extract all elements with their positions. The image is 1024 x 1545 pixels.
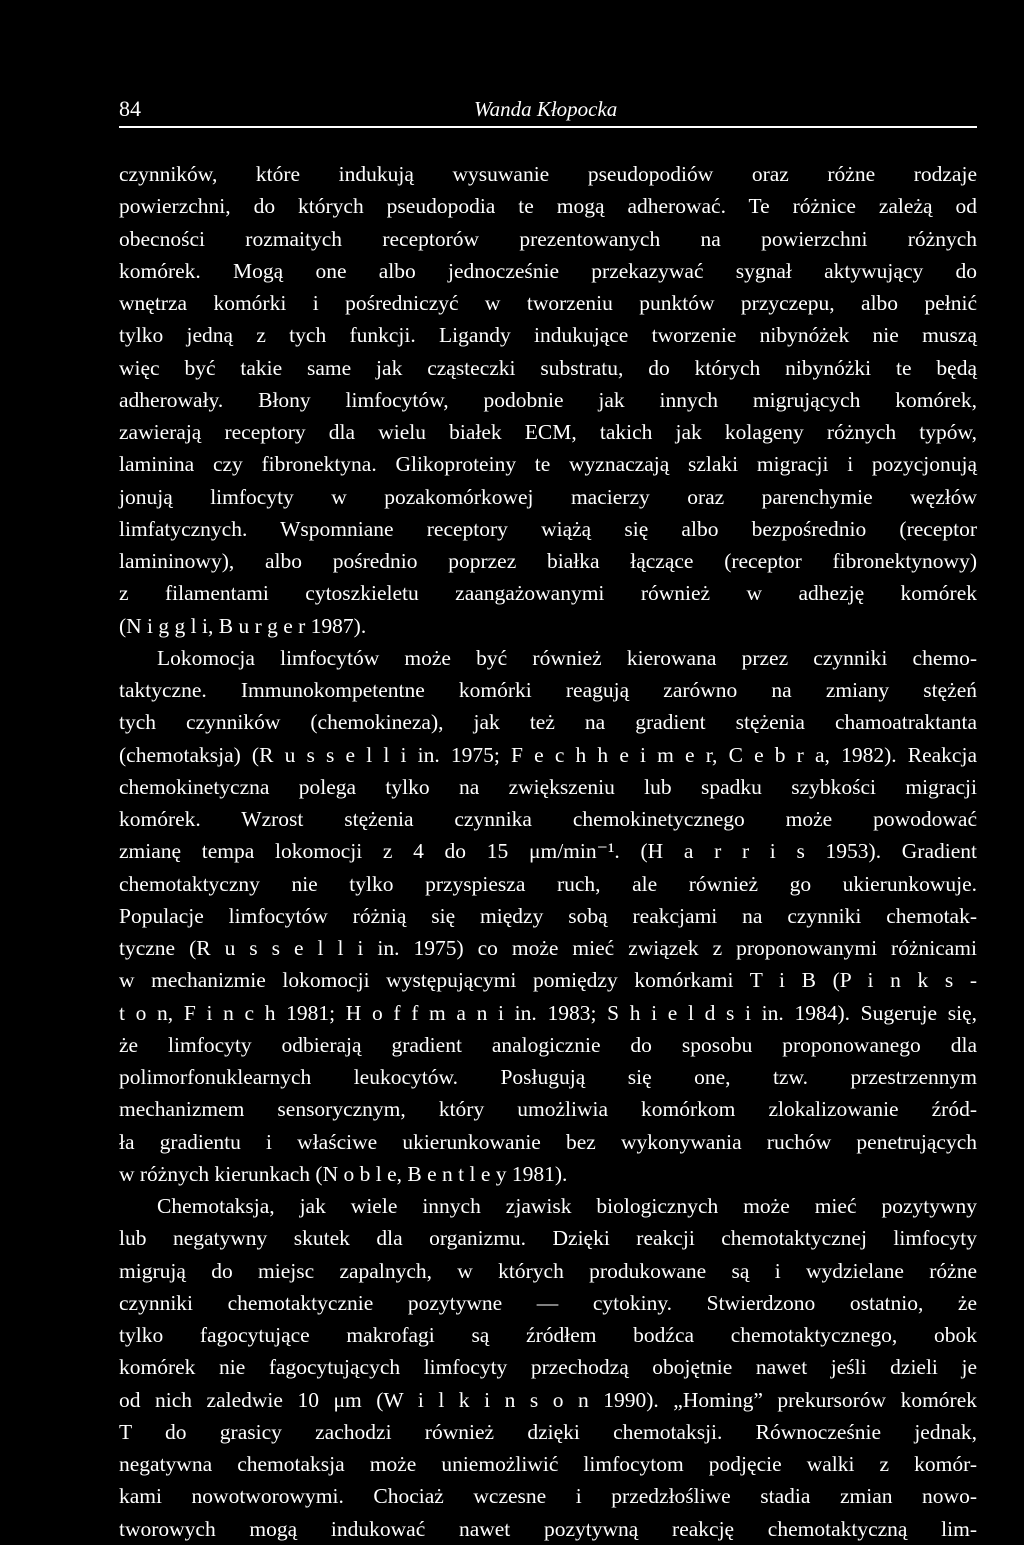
text-line: jonują limfocyty w pozakomórkowej macierzy oraz parenchymie węzłów [119, 484, 977, 509]
text-line: komórek. Mogą one albo jednocześnie przekazywać sygnał aktywujący do [119, 258, 977, 283]
header-rule [119, 126, 977, 128]
text-line: t o n, F i n c h 1981; H o f f m a n i in. 1983; S h i e l d s i in. 1984). Sugeruje się, [119, 1000, 977, 1025]
text-line: wnętrza komórki i pośredniczyć w tworzeniu punktów przyczepu, albo pełnić [119, 291, 977, 315]
text-line: taktyczne. Immunokompetentne komórki reagują zarówno na zmiany stężeń [119, 678, 977, 702]
text-line: w mechanizmie lokomocji występującymi pomiędzy komórkami T i B (P i n k s - [119, 968, 977, 993]
text-line: zawierają receptory dla wielu białek ECM, takich jak kolageny różnych typów, [119, 420, 977, 444]
text-line: tych czynników (chemokineza), jak też na gradient stężenia chamoatraktanta [119, 710, 977, 735]
text-line: zmianę tempa lokomocji z 4 do 15 μm/min⁻¹. (H a r r i s 1953). Gradient [119, 839, 977, 864]
text-line: komórek. Wzrost stężenia czynnika chemokinetycznego może powodować [119, 807, 977, 831]
text-line: lamininowy), albo pośrednio poprzez białka łączące (receptor fibronektynowy) [119, 549, 977, 573]
text-line: powierzchni, do których pseudopodia te mogą adherować. Te różnice zależą od [119, 194, 977, 219]
text-line: ła gradientu i właściwe ukierunkowanie bez wykonywania ruchów penetrujących [119, 1129, 977, 1154]
body-text [119, 158, 977, 1545]
text-line: limfatycznych. Wspomniane receptory wiążą się albo bezpośrednio (receptor [119, 516, 977, 541]
text-line: (chemotaksja) (R u s s e l l i in. 1975; F e c h h e i m e r, C e b r a, 1982). Reakcja [119, 742, 977, 767]
text-line: migrują do miejsc zapalnych, w których produkowane są i wydzielane różne [119, 1258, 977, 1283]
text-line: tylko fagocytujące makrofagi są źródłem bodźca chemotaktycznego, obok [119, 1323, 977, 1347]
text-line: w różnych kierunkach (N o b l e, B e n t l e y 1981). [119, 1161, 568, 1186]
text-line: kami nowotworowymi. Chociaż wczesne i przedzłośliwe stadia zmian nowo- [119, 1484, 977, 1509]
text-line: więc być takie same jak cząsteczki substratu, do których nibynóżki te będą [119, 355, 977, 380]
text-line: tyczne (R u s s e l l i in. 1975) co może mieć związek z proponowanymi różnicami [119, 936, 977, 960]
text-line: T do grasicy zachodzi również dzięki chemotaksji. Równocześnie jednak, [119, 1419, 977, 1444]
text-line: polimorfonuklearnych leukocytów. Posługują się one, tzw. przestrzennym [119, 1065, 977, 1089]
text-line: obecności rozmaitych receptorów prezentowanych na powierzchni różnych [119, 226, 977, 251]
text-line: że limfocyty odbierają gradient analogicznie do sposobu proponowanego dla [119, 1032, 977, 1057]
text-line: (N i g g l i, B u r g e r 1987). [119, 613, 367, 638]
text-line: Populacje limfocytów różnią się między sobą reakcjami na czynniki chemotak- [119, 903, 977, 928]
text-line: mechanizmem sensorycznym, który umożliwia komórkom zlokalizowanie źród- [119, 1097, 977, 1122]
text-line: negatywna chemotaksja może uniemożliwić limfocytom podjęcie walki z komór- [119, 1452, 977, 1476]
running-head-author: Wanda Kłopocka [474, 97, 618, 121]
text-line: komórek nie fagocytujących limfocyty przechodzą obojętnie nawet jeśli dzieli je [119, 1355, 977, 1380]
text-line: tylko jedną z tych funkcji. Ligandy indukujące tworzenie nibynóżek nie muszą [119, 323, 977, 348]
text-line: chemokinetyczna polega tylko na zwiększeniu lub spadku szybkości migracji [119, 774, 977, 799]
text-line: czynników, które indukują wysuwanie pseudopodiów oraz różne rodzaje [119, 162, 977, 186]
text-line: od nich zaledwie 10 μm (W i l k i n s o n 1990). „Homing” prekursorów komórek [119, 1387, 977, 1412]
page-header [119, 96, 977, 130]
page-number: 84 [119, 96, 141, 121]
text-line: czynniki chemotaktycznie pozytywne — cytokiny. Stwierdzono ostatnio, że [119, 1290, 977, 1315]
text-line: adherowały. Błony limfocytów, podobnie jak innych migrujących komórek, [119, 387, 977, 412]
text-line: lub negatywny skutek dla organizmu. Dzięki reakcji chemotaktycznej limfocyty [119, 1226, 977, 1251]
text-line: laminina czy fibronektyna. Glikoproteiny te wyznaczają szlaki migracji i pozycjonują [119, 452, 977, 477]
text-line: tworowych mogą indukować nawet pozytywną reakcję chemotaktyczną lim- [119, 1516, 977, 1541]
text-line: Lokomocja limfocytów może być również kierowana przez czynniki chemo- [157, 645, 977, 670]
text-line: z filamentami cytoszkieletu zaangażowanymi również w adhezję komórek [119, 581, 977, 606]
text-line: chemotaktyczny nie tylko przyspiesza ruch, ale również go ukierunkowuje. [119, 871, 977, 896]
text-line: Chemotaksja, jak wiele innych zjawisk biologicznych może mieć pozytywny [157, 1194, 977, 1218]
